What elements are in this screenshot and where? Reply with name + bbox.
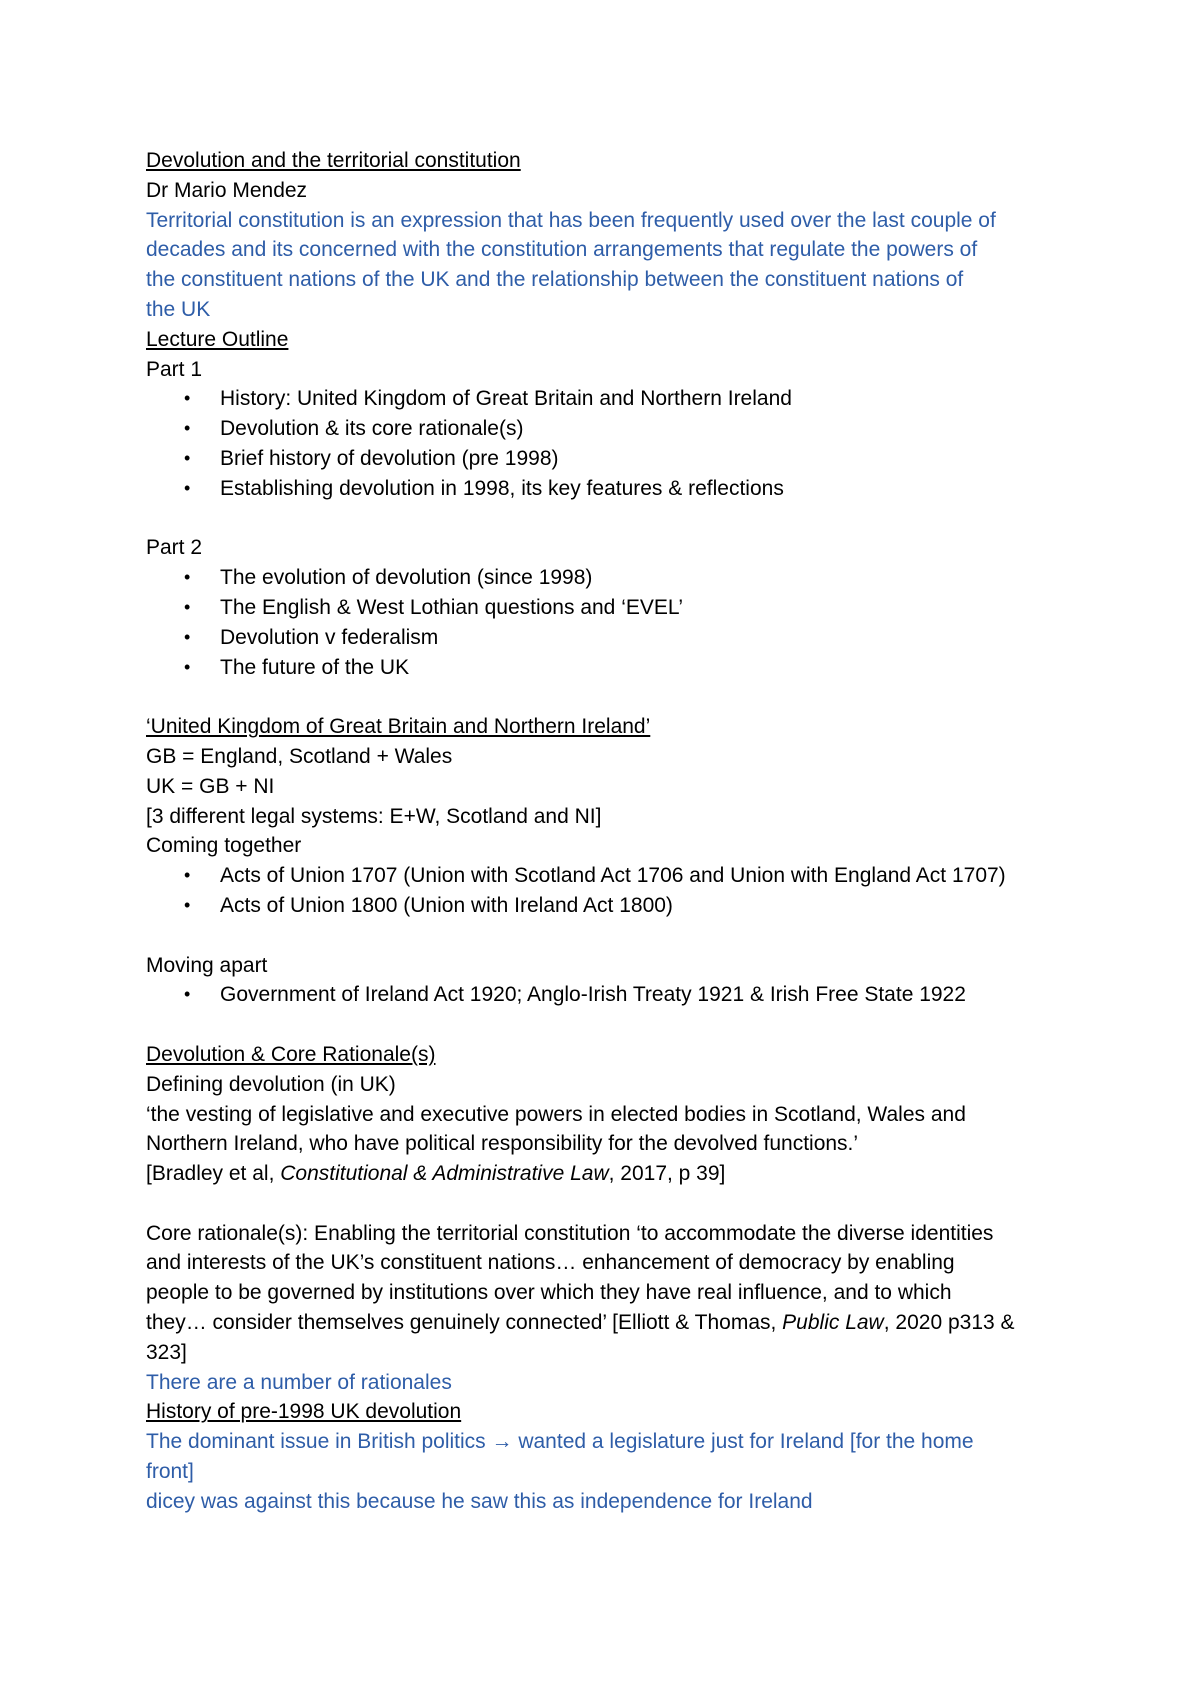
history-note: dicey was against this because he saw this as independence for Ireland (146, 1489, 813, 1513)
list-item: • History: United Kingdom of Great Britain and Northern Ireland (146, 384, 1080, 414)
rationale-line: people to be governed by institutions over which they have real influence, and to which (146, 1281, 952, 1305)
arrow-right-icon: → (491, 1430, 513, 1454)
rationale-line: and interests of the UK’s constituent nations… enhancement of democracy by enabling (146, 1251, 955, 1275)
bullet-icon: • (184, 477, 191, 498)
moving-apart-list (146, 980, 1080, 1010)
history-note: The dominant issue in British politics → wanted a legislature just for Ireland [for the home (146, 1430, 974, 1454)
rationale-line: they… consider themselves genuinely connected’ [Elliott & Thomas, Public Law, 2020 p313 & (146, 1311, 1015, 1335)
part1-list (146, 384, 1080, 503)
definition-citation: [Bradley et al, Constitutional & Administrative Law, 2017, p 39] (146, 1162, 726, 1186)
devolution-heading: Devolution & Core Rationale(s) (146, 1042, 436, 1066)
spacer (146, 682, 1080, 712)
coming-together-list (146, 861, 1080, 921)
intro-note-line: the UK (146, 297, 211, 321)
definition-quote-line: ‘the vesting of legislative and executive powers in elected bodies in Scotland, Wales and (146, 1102, 966, 1126)
list-item: • Devolution & its core rationale(s) (146, 414, 1080, 444)
moving-apart-label: Moving apart (146, 953, 268, 977)
list-item: • The English & West Lothian questions and ‘EVEL’ (146, 593, 1080, 623)
part1-label: Part 1 (146, 357, 203, 381)
list-item: • Acts of Union 1707 (Union with Scotland Act 1706 and Union with England Act 1707) (146, 861, 1080, 891)
history-heading: History of pre-1998 UK devolution (146, 1400, 462, 1424)
bullet-icon: • (184, 984, 191, 1005)
bullet-icon: • (184, 388, 191, 409)
outline-heading: Lecture Outline (146, 327, 289, 351)
document-title: Devolution and the territorial constitution (146, 149, 521, 172)
rationale-line: 323] (146, 1340, 187, 1364)
bullet-icon: • (184, 656, 191, 677)
bullet-icon: • (184, 894, 191, 915)
list-item: • Brief history of devolution (pre 1998) (146, 444, 1080, 474)
bullet-icon: • (184, 447, 191, 468)
rationales-note: There are a number of rationales (146, 1370, 452, 1394)
list-item: • Establishing devolution in 1998, its key features & reflections (146, 474, 1080, 504)
rationale-line: Core rationale(s): Enabling the territorial constitution ‘to accommodate the diverse identities (146, 1221, 994, 1245)
gb-definition: GB = England, Scotland + Wales (146, 744, 453, 768)
spacer (146, 921, 1080, 951)
bullet-icon: • (184, 567, 191, 588)
list-item: • Acts of Union 1800 (Union with Ireland Act 1800) (146, 891, 1080, 921)
coming-together-label: Coming together (146, 834, 302, 858)
history-note: front] (146, 1460, 194, 1484)
spacer (146, 504, 1080, 534)
list-item: • Devolution v federalism (146, 623, 1080, 653)
definition-quote-line: Northern Ireland, who have political responsibility for the devolved functions.’ (146, 1132, 859, 1156)
bullet-icon: • (184, 626, 191, 647)
defining-devolution-label: Defining devolution (in UK) (146, 1072, 396, 1096)
intro-note-line: the constituent nations of the UK and the relationship between the constituent nations of (146, 268, 964, 292)
bullet-icon: • (184, 865, 191, 886)
intro-note (146, 206, 1080, 325)
part2-list (146, 563, 1080, 682)
legal-systems-note: [3 different legal systems: E+W, Scotland and NI] (146, 804, 602, 828)
citation-book-title: Constitutional & Administrative Law (280, 1162, 609, 1186)
intro-note-line: Territorial constitution is an expression that has been frequently used over the last couple of (146, 208, 996, 232)
intro-note-line: decades and its concerned with the constitution arrangements that regulate the powers of (146, 238, 978, 262)
list-item: • The future of the UK (146, 653, 1080, 683)
ukgb-heading: ‘United Kingdom of Great Britain and Northern Ireland’ (146, 715, 651, 739)
spacer (146, 1010, 1080, 1040)
list-item: • Government of Ireland Act 1920; Anglo-Irish Treaty 1921 & Irish Free State 1922 (146, 980, 1080, 1010)
spacer (146, 1189, 1080, 1219)
uk-definition: UK = GB + NI (146, 774, 275, 798)
author-name: Dr Mario Mendez (146, 178, 308, 202)
citation-book-title: Public Law (782, 1311, 884, 1335)
part2-label: Part 2 (146, 536, 203, 560)
list-item: • The evolution of devolution (since 1998) (146, 563, 1080, 593)
bullet-icon: • (184, 418, 191, 439)
bullet-icon: • (184, 596, 191, 617)
